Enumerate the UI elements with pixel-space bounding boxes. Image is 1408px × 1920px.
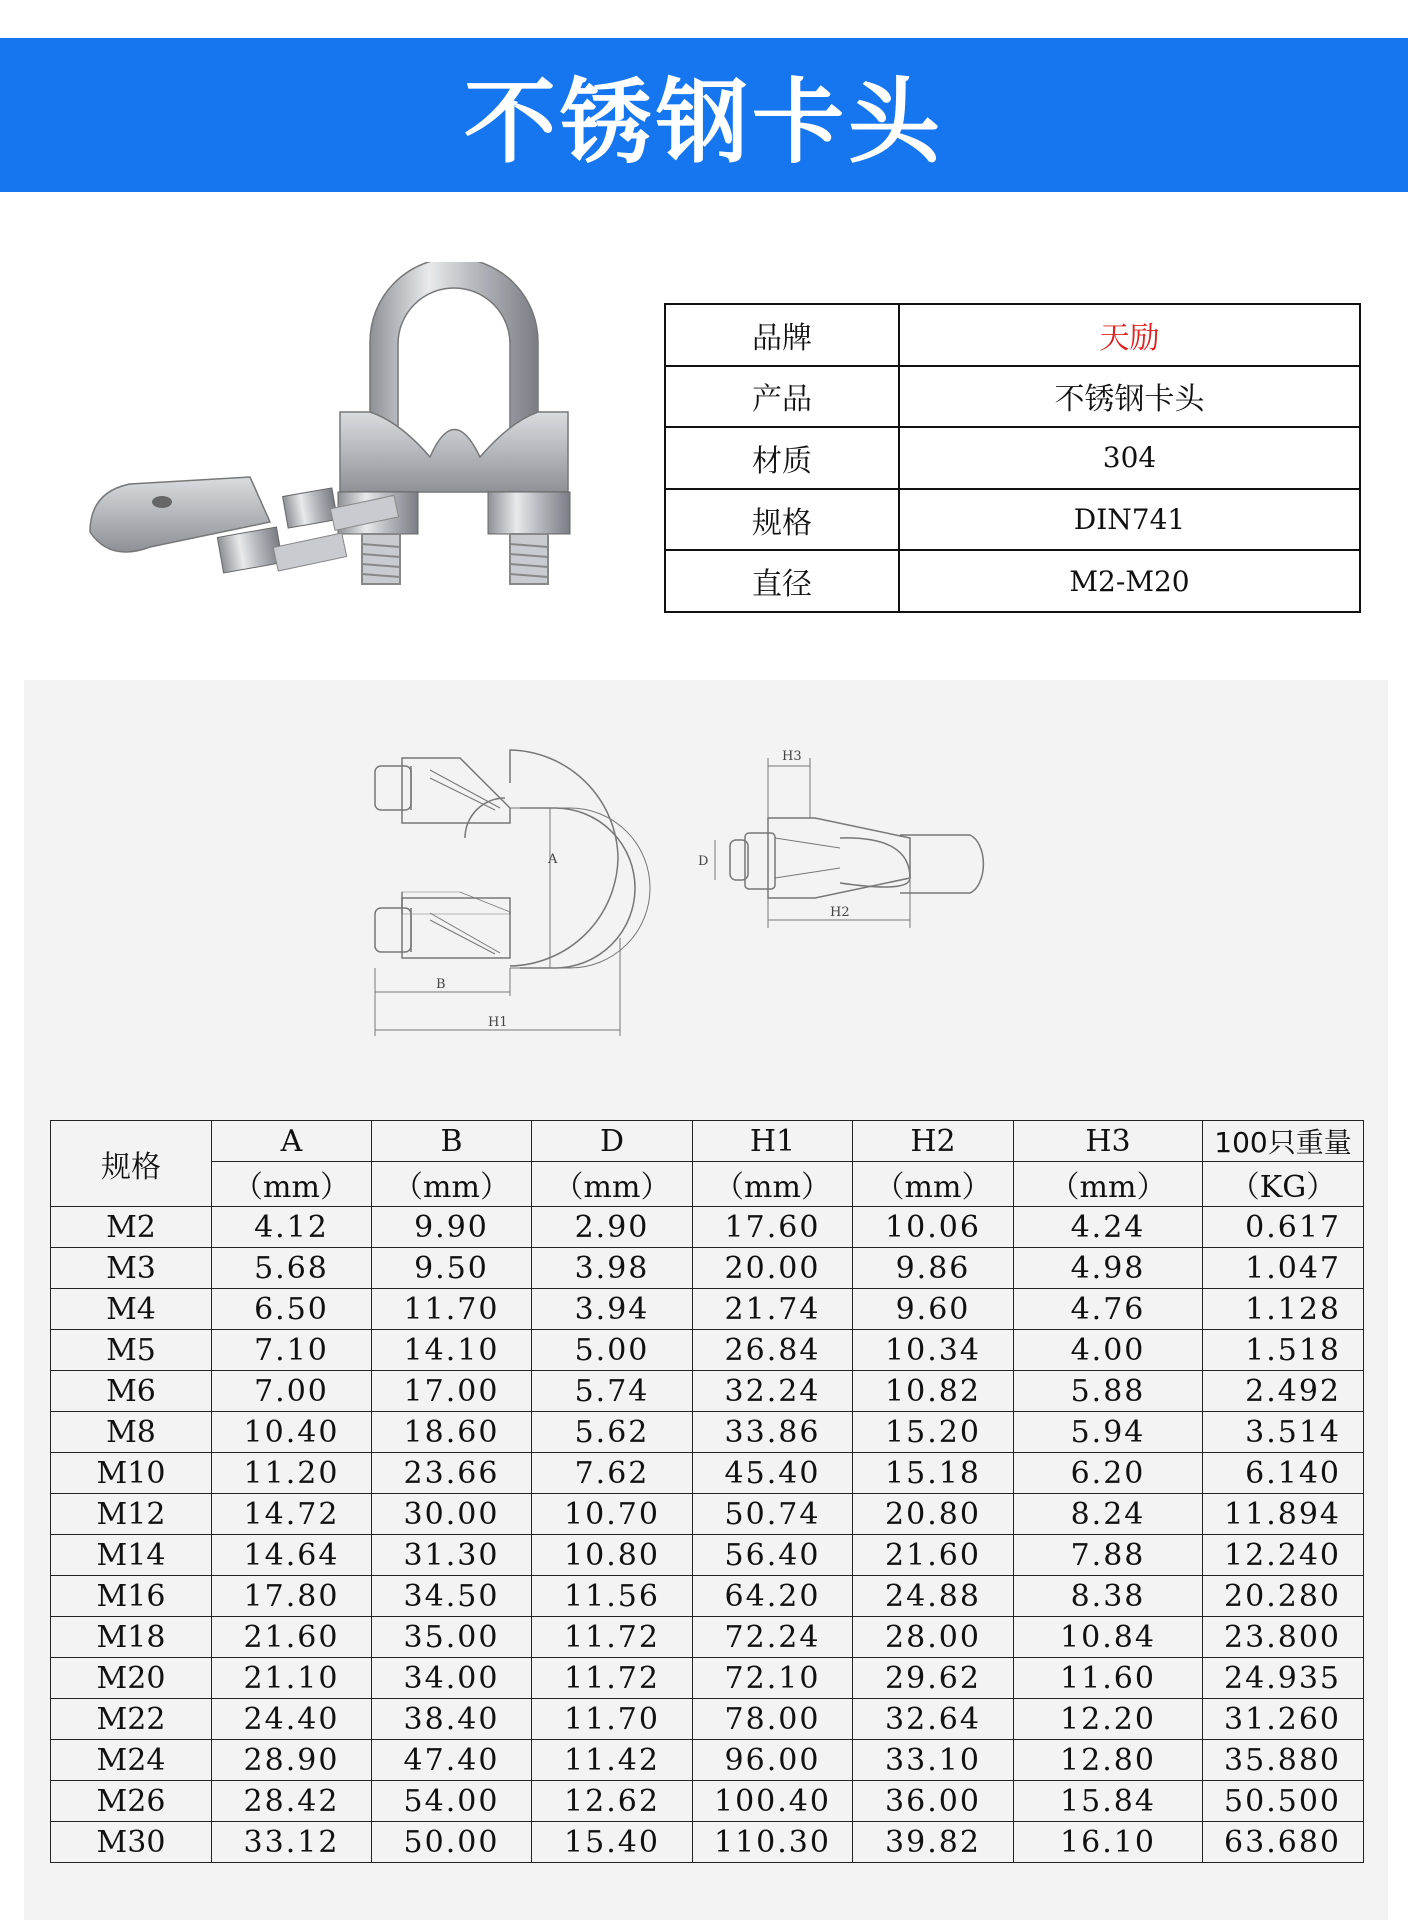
weight-cell: 12.240 (1203, 1535, 1364, 1576)
dimension-cell: 45.40 (693, 1453, 853, 1494)
header-col-a: A (212, 1121, 372, 1162)
dim-label-b: B (436, 977, 446, 992)
weight-cell: 3.514 (1203, 1412, 1364, 1453)
unit-cell: （mm） (372, 1162, 532, 1207)
unit-cell: （mm） (532, 1162, 693, 1207)
spec-value-brand: 天励 (899, 304, 1360, 366)
product-photo (70, 262, 590, 612)
dimension-cell: 32.24 (693, 1371, 853, 1412)
table-row (51, 1453, 1364, 1494)
dimension-cell: 5.74 (532, 1371, 693, 1412)
weight-cell: 1.047 (1203, 1248, 1364, 1289)
dimension-cell: 10.84 (1014, 1617, 1203, 1658)
dimension-cell: 9.50 (372, 1248, 532, 1289)
dimension-cell: 34.50 (372, 1576, 532, 1617)
spec-value-material: 304 (899, 427, 1360, 489)
dimension-cell: 7.62 (532, 1453, 693, 1494)
table-row (51, 1289, 1364, 1330)
spec-cell: M8 (51, 1412, 212, 1453)
dimension-cell: 14.10 (372, 1330, 532, 1371)
unit-cell: （mm） (693, 1162, 853, 1207)
weight-cell: 31.260 (1203, 1699, 1364, 1740)
dimension-cell: 28.90 (212, 1740, 372, 1781)
unit-cell: （mm） (853, 1162, 1014, 1207)
table-row (51, 1248, 1364, 1289)
weight-cell: 11.894 (1203, 1494, 1364, 1535)
spec-cell: M30 (51, 1822, 212, 1863)
dimension-cell: 5.62 (532, 1412, 693, 1453)
dimension-cell: 18.60 (372, 1412, 532, 1453)
dimension-cell: 35.00 (372, 1617, 532, 1658)
spec-row (665, 489, 1360, 551)
table-row (51, 1535, 1364, 1576)
dimension-cell: 5.88 (1014, 1371, 1203, 1412)
dimension-cell: 33.86 (693, 1412, 853, 1453)
dimension-cell: 20.80 (853, 1494, 1014, 1535)
dimension-cell: 17.80 (212, 1576, 372, 1617)
spec-cell: M10 (51, 1453, 212, 1494)
dimension-cell: 24.40 (212, 1699, 372, 1740)
dimension-cell: 12.62 (532, 1781, 693, 1822)
table-row (51, 1576, 1364, 1617)
dimension-cell: 11.56 (532, 1576, 693, 1617)
dimension-cell: 10.40 (212, 1412, 372, 1453)
spec-cell: M26 (51, 1781, 212, 1822)
table-row (51, 1699, 1364, 1740)
dimension-cell: 30.00 (372, 1494, 532, 1535)
dimension-cell: 11.70 (372, 1289, 532, 1330)
weight-cell: 24.935 (1203, 1658, 1364, 1699)
header-row (51, 1121, 1364, 1162)
dimension-cell: 64.20 (693, 1576, 853, 1617)
spec-row (665, 366, 1360, 428)
dimension-cell: 32.64 (853, 1699, 1014, 1740)
dimension-cell: 15.18 (853, 1453, 1014, 1494)
dimension-cell: 17.60 (693, 1207, 853, 1248)
dimension-cell: 5.94 (1014, 1412, 1203, 1453)
dimension-cell: 50.00 (372, 1822, 532, 1863)
dimension-cell: 36.00 (853, 1781, 1014, 1822)
header-col-b: B (372, 1121, 532, 1162)
spec-cell: M24 (51, 1740, 212, 1781)
spec-cell: M12 (51, 1494, 212, 1535)
weight-cell: 0.617 (1203, 1207, 1364, 1248)
page-title: 不锈钢卡头 (463, 69, 944, 176)
dimension-cell: 15.20 (853, 1412, 1014, 1453)
table-row (51, 1658, 1364, 1699)
side-view (715, 758, 983, 928)
dimension-cell: 11.70 (532, 1699, 693, 1740)
dimension-cell: 6.50 (212, 1289, 372, 1330)
dim-label-a: A (548, 852, 558, 867)
dimension-cell: 14.72 (212, 1494, 372, 1535)
table-row (51, 1371, 1364, 1412)
dimension-cell: 72.24 (693, 1617, 853, 1658)
table-row (51, 1740, 1364, 1781)
spec-row (665, 427, 1360, 489)
header-col-h2: H2 (853, 1121, 1014, 1162)
dimension-cell: 29.62 (853, 1658, 1014, 1699)
weight-cell: 20.280 (1203, 1576, 1364, 1617)
dimension-cell: 21.74 (693, 1289, 853, 1330)
dimension-cell: 78.00 (693, 1699, 853, 1740)
dimension-cell: 16.10 (1014, 1822, 1203, 1863)
spec-value-standard: DIN741 (899, 489, 1360, 551)
dimension-cell: 11.42 (532, 1740, 693, 1781)
dimension-cell: 14.64 (212, 1535, 372, 1576)
weight-cell: 1.518 (1203, 1330, 1364, 1371)
weight-cell: 1.128 (1203, 1289, 1364, 1330)
dimension-cell: 72.10 (693, 1658, 853, 1699)
unit-row (51, 1162, 1364, 1207)
weight-cell: 50.500 (1203, 1781, 1364, 1822)
dimension-cell: 39.82 (853, 1822, 1014, 1863)
dimension-cell: 3.94 (532, 1289, 693, 1330)
header-col-d: D (532, 1121, 693, 1162)
dimension-cell: 10.82 (853, 1371, 1014, 1412)
dim-label-h3: H3 (782, 749, 802, 764)
spec-cell: M18 (51, 1617, 212, 1658)
dimension-cell: 31.30 (372, 1535, 532, 1576)
dimension-cell: 8.38 (1014, 1576, 1203, 1617)
technical-drawing (370, 738, 1100, 1048)
dimension-cell: 17.00 (372, 1371, 532, 1412)
header-col-h3: H3 (1014, 1121, 1203, 1162)
dimension-cell: 2.90 (532, 1207, 693, 1248)
weight-cell: 23.800 (1203, 1617, 1364, 1658)
weight-cell: 63.680 (1203, 1822, 1364, 1863)
dimension-cell: 10.34 (853, 1330, 1014, 1371)
dimension-cell: 7.00 (212, 1371, 372, 1412)
header-spec: 规格 (51, 1121, 212, 1207)
dimension-cell: 100.40 (693, 1781, 853, 1822)
spec-value-product: 不锈钢卡头 (899, 366, 1360, 428)
dimension-cell: 28.00 (853, 1617, 1014, 1658)
dimension-cell: 8.24 (1014, 1494, 1203, 1535)
dimension-cell: 12.20 (1014, 1699, 1203, 1740)
dimension-cell: 9.60 (853, 1289, 1014, 1330)
spec-cell: M5 (51, 1330, 212, 1371)
dimension-cell: 34.00 (372, 1658, 532, 1699)
dimension-cell: 21.10 (212, 1658, 372, 1699)
dimension-cell: 50.74 (693, 1494, 853, 1535)
dimension-cell: 56.40 (693, 1535, 853, 1576)
spec-cell: M6 (51, 1371, 212, 1412)
spec-cell: M14 (51, 1535, 212, 1576)
dimension-cell: 5.68 (212, 1248, 372, 1289)
dimension-cell: 15.84 (1014, 1781, 1203, 1822)
spec-cell: M3 (51, 1248, 212, 1289)
dimension-cell: 110.30 (693, 1822, 853, 1863)
weight-cell: 2.492 (1203, 1371, 1364, 1412)
header-col-weight: 100只重量 (1203, 1121, 1364, 1162)
spec-cell: M4 (51, 1289, 212, 1330)
title-banner (0, 38, 1408, 192)
spec-cell: M2 (51, 1207, 212, 1248)
dimension-cell: 15.40 (532, 1822, 693, 1863)
dimension-cell: 33.10 (853, 1740, 1014, 1781)
dimension-cell: 4.24 (1014, 1207, 1203, 1248)
spec-label: 品牌 (665, 304, 899, 366)
header-col-h1: H1 (693, 1121, 853, 1162)
unit-cell: （KG） (1203, 1162, 1364, 1207)
unit-cell: （mm） (212, 1162, 372, 1207)
spec-label: 直径 (665, 550, 899, 612)
spec-cell: M16 (51, 1576, 212, 1617)
table-row (51, 1494, 1364, 1535)
dimension-cell: 23.66 (372, 1453, 532, 1494)
table-row (51, 1617, 1364, 1658)
front-view (375, 750, 650, 1036)
spec-row (665, 550, 1360, 612)
weight-cell: 35.880 (1203, 1740, 1364, 1781)
dim-label-h1: H1 (488, 1015, 508, 1030)
dimension-cell: 4.98 (1014, 1248, 1203, 1289)
dimension-cell: 7.10 (212, 1330, 372, 1371)
dimension-cell: 5.00 (532, 1330, 693, 1371)
dimension-cell: 54.00 (372, 1781, 532, 1822)
dim-label-d: D (698, 854, 709, 869)
spec-label: 规格 (665, 489, 899, 551)
dimension-cell: 4.12 (212, 1207, 372, 1248)
dimension-cell: 21.60 (212, 1617, 372, 1658)
dimension-cell: 7.88 (1014, 1535, 1203, 1576)
dimension-cell: 9.86 (853, 1248, 1014, 1289)
dim-label-h2: H2 (830, 905, 850, 920)
spec-cell: M20 (51, 1658, 212, 1699)
dimension-cell: 21.60 (853, 1535, 1014, 1576)
dimension-cell: 11.60 (1014, 1658, 1203, 1699)
dimension-cell: 10.70 (532, 1494, 693, 1535)
dimension-cell: 26.84 (693, 1330, 853, 1371)
dimension-cell: 20.00 (693, 1248, 853, 1289)
spec-label: 材质 (665, 427, 899, 489)
dimension-cell: 10.06 (853, 1207, 1014, 1248)
dimension-cell: 47.40 (372, 1740, 532, 1781)
dimension-cell: 10.80 (532, 1535, 693, 1576)
dimension-cell: 12.80 (1014, 1740, 1203, 1781)
dimension-cell: 33.12 (212, 1822, 372, 1863)
dimension-cell: 4.76 (1014, 1289, 1203, 1330)
dimension-cell: 11.20 (212, 1453, 372, 1494)
table-row (51, 1822, 1364, 1863)
dimension-cell: 4.00 (1014, 1330, 1203, 1371)
dimension-cell: 24.88 (853, 1576, 1014, 1617)
table-row (51, 1330, 1364, 1371)
dimension-cell: 28.42 (212, 1781, 372, 1822)
table-row (51, 1412, 1364, 1453)
dimension-table (50, 1120, 1364, 1863)
dimension-cell: 96.00 (693, 1740, 853, 1781)
spec-value-diameter: M2-M20 (899, 550, 1360, 612)
dimension-cell: 6.20 (1014, 1453, 1203, 1494)
spec-label: 产品 (665, 366, 899, 428)
table-row (51, 1781, 1364, 1822)
dimension-cell: 11.72 (532, 1617, 693, 1658)
unit-cell: （mm） (1014, 1162, 1203, 1207)
table-row (51, 1207, 1364, 1248)
weight-cell: 6.140 (1203, 1453, 1364, 1494)
spec-cell: M22 (51, 1699, 212, 1740)
spec-row (665, 304, 1360, 366)
dimension-cell: 9.90 (372, 1207, 532, 1248)
dimension-cell: 38.40 (372, 1699, 532, 1740)
spec-table (664, 303, 1361, 613)
dimension-cell: 3.98 (532, 1248, 693, 1289)
dimension-cell: 11.72 (532, 1658, 693, 1699)
